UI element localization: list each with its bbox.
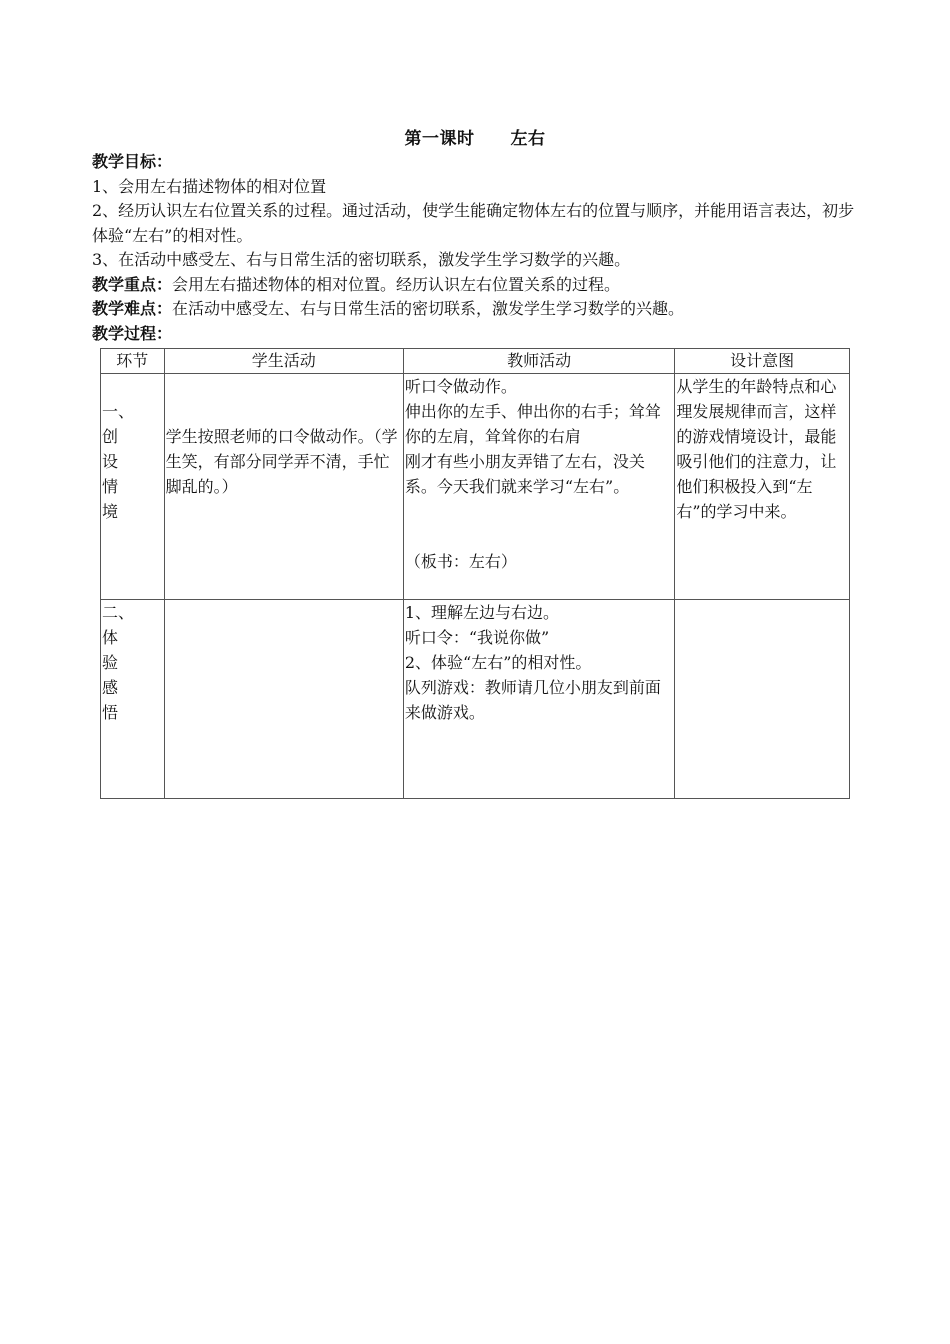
table-row (101, 600, 850, 799)
stage-text: 体 (102, 628, 119, 647)
teacher-activity-text: 听口令做动作。 (404, 377, 517, 396)
lesson-topic: 左右 (510, 129, 546, 149)
objectives-heading: 教学目标： (92, 152, 173, 171)
teacher-activity-text: 听口令：“我说你做” (404, 628, 550, 647)
cell-spacer (405, 499, 674, 549)
design-intent-text: 从学生的年龄特点和心理发展规律而言，这样的游戏情境设计，最能吸引他们的注意力，让他们积极投入到“左右”的学习中来。 (676, 377, 837, 521)
stage-text: 设 (102, 452, 119, 471)
teacher-activity-text: 刚才有些小朋友弄错了左右，没关系。今天我们就来学习“左右”。 (404, 452, 645, 496)
design-intent-cell (675, 374, 850, 600)
header-design-intent: 设计意图 (675, 349, 850, 374)
lesson-body (92, 150, 867, 346)
header-stage: 环节 (101, 349, 165, 374)
stage-text: 一、 (102, 402, 135, 421)
stage-text: 二、 (102, 603, 135, 622)
key-point-line (92, 273, 867, 298)
difficulty-text: 在活动中感受左、右与日常生活的密切联系，激发学生学习数学的兴趣。 (172, 299, 685, 318)
teacher-activity-text: 伸出你的左手、伸出你的右手；耸耸你的左肩，耸耸你的右肩 (404, 402, 661, 446)
table-row (101, 374, 850, 600)
teacher-activity-text: 1、理解左边与右边。 (404, 603, 560, 622)
teaching-process-table (100, 348, 850, 799)
difficulty-line (92, 297, 867, 322)
header-teacher-activity: 教师活动 (403, 349, 675, 374)
stage-text: 情 (102, 477, 119, 496)
stage-text: 境 (102, 502, 119, 521)
design-intent-cell (675, 600, 850, 799)
lesson-title (0, 124, 950, 149)
stage-cell (101, 374, 165, 600)
student-activity-cell (164, 600, 403, 799)
key-point-text: 会用左右描述物体的相对位置。经历认识左右位置关系的过程。 (172, 274, 621, 294)
process-heading: 教学过程： (92, 323, 173, 343)
objective-item-1: 1、会用左右描述物体的相对位置 (92, 176, 327, 196)
teacher-activity-cell (403, 600, 675, 799)
objective-item-2: 2、经历认识左右位置关系的过程。通过活动，使学生能确定物体左右的位置与顺序，并能用语言表达，初步体验“左右”的相对性。 (92, 201, 855, 245)
teacher-activity-text: 2、体验“左右”的相对性。 (404, 653, 592, 672)
objective-item-3: 3、在活动中感受左、右与日常生活的密切联系，激发学生学习数学的兴趣。 (92, 250, 631, 269)
stage-text: 感 (102, 678, 119, 697)
teacher-activity-text: 队列游戏：教师请几位小朋友到前面来做游戏。 (404, 678, 661, 722)
stage-text: 悟 (102, 703, 119, 722)
teacher-activity-text: （板书：左右） (404, 552, 517, 571)
lesson-number: 第一课时 (404, 129, 475, 149)
difficulty-label: 教学难点： (92, 299, 173, 318)
key-point-label: 教学重点： (92, 274, 173, 294)
stage-text: 验 (102, 653, 119, 672)
teacher-activity-cell (403, 374, 675, 600)
student-activity-text: 学生按照老师的口令做动作。（学生笑，有部分同学弄不清，手忙脚乱的。） (165, 427, 398, 496)
stage-text: 创 (102, 427, 119, 446)
table-header-row (101, 349, 850, 374)
header-student-activity: 学生活动 (164, 349, 403, 374)
student-activity-cell (164, 374, 403, 600)
stage-cell (101, 600, 165, 799)
